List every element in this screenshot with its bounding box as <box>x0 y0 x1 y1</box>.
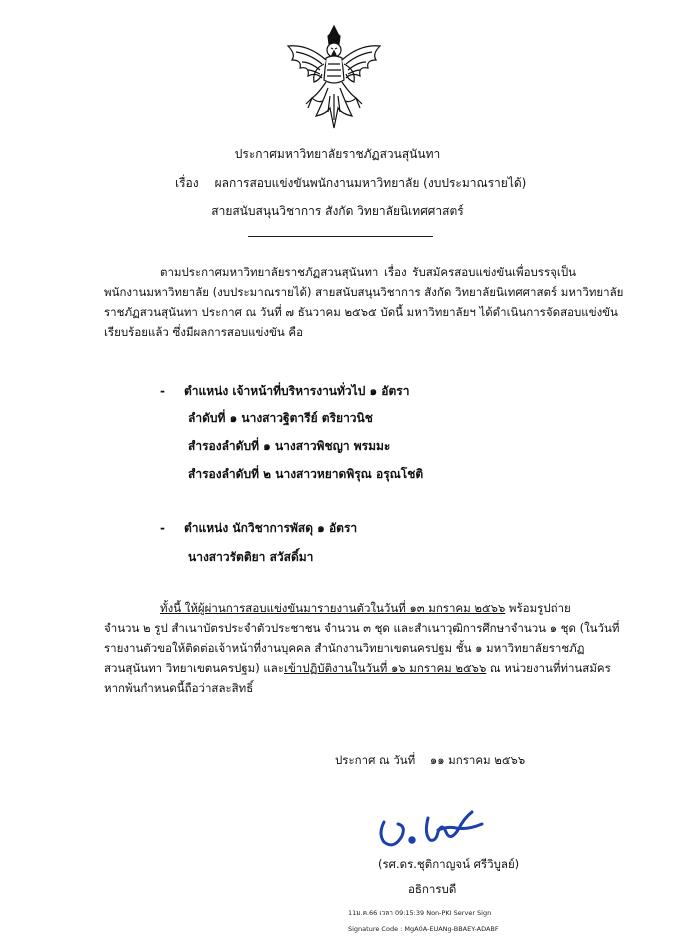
subject-label: เรื่อง <box>175 176 199 190</box>
esign-code: Signature Code : MgA0A-EUANg-BBAEY-ADABF <box>348 925 499 933</box>
intro-paragraph <box>104 262 624 342</box>
candidate-entry: สำรองลำดับที่ ๑ นางสาวพิชญา พรมมะ <box>188 439 391 453</box>
start-date-text: เข้าปฏิบัติงานในวันที่ ๑๖ มกราคม ๒๕๖๖ <box>284 661 487 675</box>
report-date-text: ทั้งนี้ ให้ผู้ผ่านการสอบแข่งขันมารายงานตัวในวันที่ ๑๓ มกราคม ๒๕๖๖ <box>160 601 506 615</box>
candidate-entry: นางสาวรัตติยา สวัสดิ์มา <box>188 550 314 564</box>
position-bullet: - <box>160 521 165 535</box>
issuer-heading: ประกาศมหาวิทยาลัยราชภัฏสวนสุนันทา <box>234 147 441 161</box>
instructions-line: หากพ้นกำหนดนี้ถือว่าสละสิทธิ์ <box>104 681 254 695</box>
announcement-label: ประกาศ ณ วันที่ <box>335 753 416 767</box>
intro-line: เรียบร้อยแล้ว ซึ่งมีผลการสอบแข่งขัน คือ <box>104 325 304 339</box>
position-bullet: - <box>160 384 165 398</box>
intro-line: ราชภัฏสวนสุนันทา ประกาศ ณ วันที่ ๗ ธันวาคม ๒๕๖๕ บัดนี้ มหาวิทยาลัยฯ ได้ดำเนินการจัดสอบแข่งขัน <box>104 305 618 319</box>
intro-line: ตามประกาศมหาวิทยาลัยราชภัฏสวนสุนันทา เรื่อง รับสมัครสอบแข่งขันเพื่อบรรจุเป็น <box>160 265 576 279</box>
position-title: ตำแหน่ง เจ้าหน้าที่บริหารงานทั่วไป ๑ อัตรา <box>184 384 410 398</box>
instructions-text: พร้อมรูปถ่าย <box>505 601 571 615</box>
signatory-name: (รศ.ดร.ชุติกาญจน์ ศรีวิบูลย์) <box>378 857 520 871</box>
instructions-text: สวนสุนันทา วิทยาเขตนครปฐม) และ <box>104 661 285 675</box>
instructions-line <box>104 598 576 618</box>
intro-line: พนักงานมหาวิทยาลัย (งบประมาณรายได้) สายสนับสนุนวิชาการ สังกัด วิทยาลัยนิเทศศาสตร์ มหาวิทยาลัย <box>104 285 624 299</box>
subject-text: ผลการสอบแข่งขันพนักงานมหาวิทยาลัย (งบประมาณรายได้) <box>214 176 527 190</box>
subject-line <box>175 175 526 191</box>
instructions-paragraph <box>104 598 620 698</box>
announcement-line <box>335 752 525 768</box>
subject-line-2: สายสนับสนุนวิชาการ สังกัด วิทยาลัยนิเทศศาสตร์ <box>211 204 464 218</box>
position-title: ตำแหน่ง นักวิชาการพัสดุ ๑ อัตรา <box>184 521 358 535</box>
instructions-line <box>104 658 611 678</box>
signatory-title: อธิการบดี <box>408 882 457 896</box>
handwritten-signature <box>372 800 492 860</box>
garuda-emblem-icon <box>282 24 386 134</box>
esign-timestamp: 11ม.ค.66 เวลา 09:15:39 Non-PKI Server Sign <box>348 909 492 917</box>
instructions-line: จำนวน ๒ รูป สำเนาบัตรประจำตัวประชาชน จำนวน ๓ ชุด และสำเนาวุฒิการศึกษาจำนวน ๑ ชุด (ในวันที่ <box>104 621 620 635</box>
candidate-entry: สำรองลำดับที่ ๒ นางสาวหยาดพิรุณ อรุณโชติ <box>188 467 424 481</box>
instructions-text: ณ หน่วยงานที่ท่านสมัคร <box>486 661 611 675</box>
instructions-line: รายงานตัวขอให้ติดต่อเจ้าหน้าที่งานบุคคล สำนักงานวิทยาเขตนครปฐม ชั้น ๑ มหาวิทยาลัยราชภัฏ <box>104 641 585 655</box>
header-divider <box>248 236 433 237</box>
announcement-date: ๑๑ มกราคม ๒๕๖๖ <box>429 753 526 767</box>
candidate-entry: ลำดับที่ ๑ นางสาวฐิตารีย์ ตริยาวนิช <box>188 411 373 425</box>
